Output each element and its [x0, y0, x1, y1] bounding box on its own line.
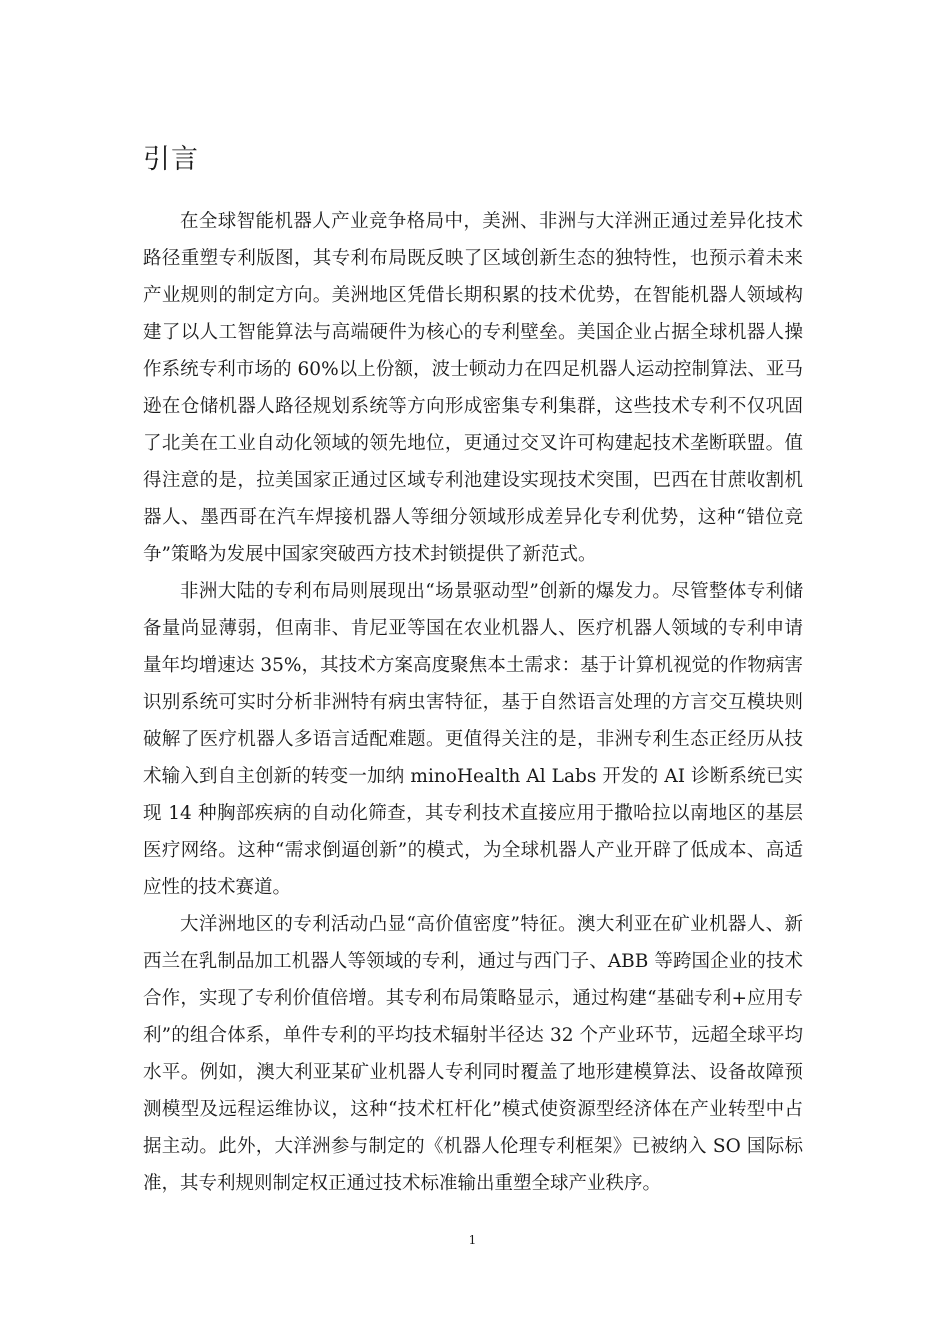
paragraph-oceania: 大洋洲地区的专利活动凸显“高价值密度”特征。澳大利亚在矿业机器人、新西兰在乳制品加工机器人等领域的专利，通过与西门子、ABB 等跨国企业的技术合作，实现了专利价值倍增。其专利布局策略显示，通过构建“基础专利+应用专利”的组合体系，单件专利的平均技术辐射半径达 32 个产业环节，远超全球平均水平。例如，澳大利亚某矿业机器人专利同时覆盖了地形建模算法、设备故障预测模型及远程运维协议，这种“技术杠杆化”模式使资源型经济体在产业转型中占据主动。此外，大洋洲参与制定的《机器人伦理专利框架》已被纳入 SO 国际标准，其专利规则制定权正通过技术标准输出重塑全球产业秩序。	[143, 914, 803, 1194]
body-text	[143, 203, 803, 1202]
paragraph-africa: 非洲大陆的专利布局则展现出“场景驱动型”创新的爆发力。尽管整体专利储备量尚显薄弱，但南非、肯尼亚等国在农业机器人、医疗机器人领域的专利申请量年均增速达 35%，其技术方案高度聚焦本土需求：基于计算机视觉的作物病害识别系统可实时分析非洲特有病虫害特征，基于自然语言处理的方言交互模块则破解了医疗机器人多语言适配难题。更值得关注的是，非洲专利生态正经历从技术输入到自主创新的转变一加纳 minoHealth Al Labs 开发的 AI 诊断系统已实现 14 种胸部疾病的自动化筛查，其专利技术直接应用于撒哈拉以南地区的基层医疗网络。这种“需求倒逼创新”的模式，为全球机器人产业开辟了低成本、高适应性的技术赛道。	[143, 581, 803, 898]
paragraph-americas: 在全球智能机器人产业竞争格局中，美洲、非洲与大洋洲正通过差异化技术路径重塑专利版图，其专利布局既反映了区域创新生态的独特性，也预示着未来产业规则的制定方向。美洲地区凭借长期积累的技术优势，在智能机器人领域构建了以人工智能算法与高端硬件为核心的专利壁垒。美国企业占据全球机器人操作系统专利市场的 60%以上份额，波士顿动力在四足机器人运动控制算法、亚马逊在仓储机器人路径规划系统等方向形成密集专利集群，这些技术专利不仅巩固了北美在工业自动化领域的领先地位，更通过交叉许可构建起技术垄断联盟。值得注意的是，拉美国家正通过区域专利池建设实现技术突围，巴西在甘蔗收割机器人、墨西哥在汽车焊接机器人等细分领域形成差异化专利优势，这种“错位竞争”策略为发展中国家突破西方技术封锁提供了新范式。	[143, 211, 803, 565]
section-heading: 引言	[143, 144, 199, 175]
page-number: 1	[468, 1233, 477, 1247]
